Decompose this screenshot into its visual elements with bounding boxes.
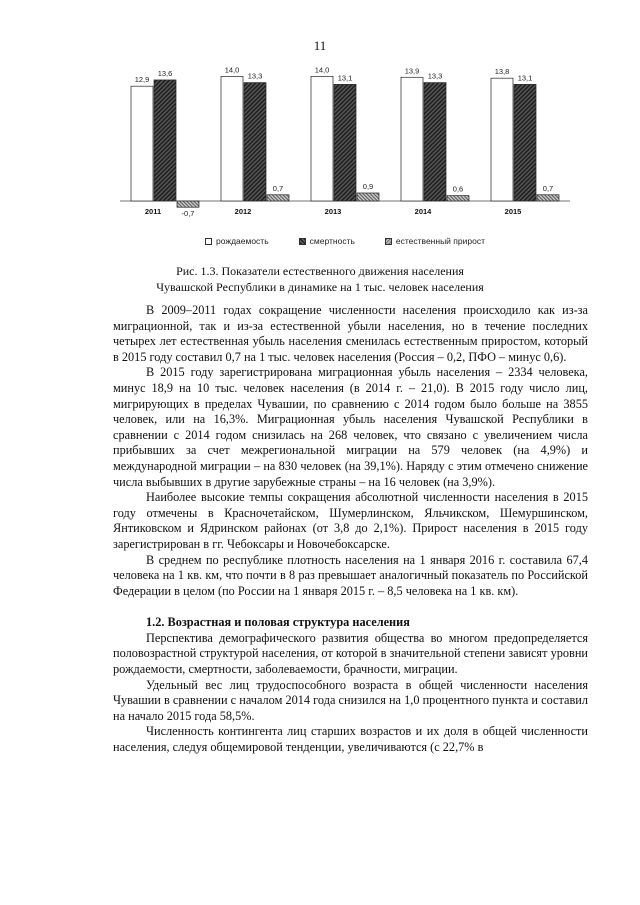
tick-label-2015: 2015 <box>504 207 522 216</box>
data-label-death-2015: 13,1 <box>517 73 533 83</box>
demographics-chart <box>110 58 580 258</box>
data-label-birth-2015: 13,8 <box>494 67 510 77</box>
bar-growth-2011 <box>177 201 199 207</box>
tick-label-2012: 2012 <box>234 207 252 216</box>
bar-death-2012 <box>244 83 266 201</box>
bar-birth-2012 <box>221 76 243 201</box>
bar-growth-2012 <box>267 195 289 201</box>
legend-label-death: смертность <box>309 236 355 246</box>
data-label-birth-2013: 14,0 <box>314 65 330 75</box>
data-label-birth-2014: 13,9 <box>404 66 420 76</box>
legend-item-birth <box>205 236 269 246</box>
paragraph: Перспектива демографического развития общества во многом предопределяется половозрастной структурой населения, от которой в значительной степени зависят уровни рождаемости, смертности, заболеваемости, брачности, миграции. <box>113 630 588 677</box>
chart-svg <box>110 58 580 258</box>
paragraph: Наиболее высокие темпы сокращения абсолютной численности населения в 2015 году отмечены в Красночетайском, Шумерлинском, Яльчикском, Шемуршинском, Янтиковском и Ядринском районах (от 3,8 до 2,1%). Прирост населения в 2015 году зарегистрирован в гг. Чебоксары и Новочебоксарске. <box>113 490 588 551</box>
bar-birth-2014 <box>401 77 423 201</box>
bar-growth-2015 <box>537 195 559 201</box>
paragraph: Численность контингента лиц старших возрастов и их доля в общей численности населения, следуя общемировой тенденции, увеличиваются (с 22,7% в <box>113 724 588 755</box>
data-label-growth-2014: 0,6 <box>452 184 464 194</box>
bar-birth-2015 <box>491 78 513 201</box>
tick-label-2014: 2014 <box>414 207 432 216</box>
bar-death-2013 <box>334 84 356 201</box>
data-label-birth-2011: 12,9 <box>134 75 150 85</box>
paragraph: В 2015 году зарегистрирована миграционная убыль населения – 2334 человека, минус 18,9 на 10 тыс. человек населения (в 2014 г. – 21,0). В 2015 году число лиц, мигрирующих в пределах Чувашии, по сравнению с 2014 годом было больше на 3855 человек, или на 16,3%. Миграционная убыль населения Чувашской Республики в сравнении с 2014 годом снизилась на 268 человек, что связано с увеличением числа прибывших за счет межрегиональной миграции на 579 человек (на 4,9%) и международной миграции – на 830 человек (на 39,1%). Наряду с этим отмечено снижение числа выбывших в другие зарубежные страны – на 16 человек (на 3,9%). <box>113 365 588 489</box>
legend-item-death <box>299 236 355 246</box>
bar-growth-2014 <box>447 196 469 201</box>
data-label-death-2011: 13,6 <box>157 68 173 78</box>
data-label-birth-2012: 14,0 <box>224 65 240 75</box>
data-label-growth-2011: -0,7 <box>181 209 195 219</box>
bar-death-2014 <box>424 83 446 201</box>
bar-death-2015 <box>514 84 536 201</box>
legend-label-birth: рождаемость <box>216 236 269 246</box>
chart-legend <box>110 236 580 246</box>
section-heading: 1.2. Возрастная и половая структура населения <box>146 615 410 630</box>
body-text <box>113 303 588 756</box>
data-label-death-2012: 13,3 <box>247 71 263 81</box>
caption-line-1: Рис. 1.3. Показатели естественного движения населения <box>176 264 464 278</box>
legend-swatch-growth <box>385 238 392 245</box>
page-number: 11 <box>313 38 327 53</box>
data-label-death-2013: 13,1 <box>337 73 353 83</box>
legend-item-growth <box>385 236 485 246</box>
data-label-growth-2013: 0,9 <box>362 181 374 191</box>
legend-swatch-death <box>299 238 306 245</box>
data-label-growth-2012: 0,7 <box>272 183 284 193</box>
data-label-death-2014: 13,3 <box>427 71 443 81</box>
bar-death-2011 <box>154 80 176 201</box>
figure-caption <box>0 263 640 295</box>
paragraph: В 2009–2011 годах сокращение численности населения происходило как из-за миграционной, так и из-за естественной убыли населения, но в течение последних четырех лет естественная убыль населения сменилась естественным приростом, который в 2015 году составил 0,7 на 1 тыс. человек населения (Россия – 0,2, ПФО – минус 0,6). <box>113 303 588 364</box>
caption-line-2: Чувашской Республики в динамике на 1 тыс. человек населения <box>156 280 484 294</box>
legend-label-growth: естественный прирост <box>395 236 485 246</box>
bar-growth-2013 <box>357 193 379 201</box>
tick-label-2013: 2013 <box>324 207 342 216</box>
legend-swatch-birth <box>205 238 212 245</box>
bar-birth-2011 <box>131 86 153 201</box>
data-label-growth-2015: 0,7 <box>542 183 554 193</box>
tick-label-2011: 2011 <box>144 207 162 216</box>
paragraph: В среднем по республике плотность населения на 1 января 2016 г. составила 67,4 человека на 1 кв. км, что почти в 8 раз превышает аналогичный показатель по Российской Федерации в целом (по России на 1 января 2015 г. – 8,5 человека на 1 кв. км). <box>113 552 588 598</box>
bar-birth-2013 <box>311 76 333 201</box>
paragraph: Удельный вес лиц трудоспособного возраста в общей численности населения Чувашии в сравнении с началом 2014 года снизился на 1,0 процентного пункта и составил на начало 2015 года 58,5%. <box>113 677 588 723</box>
